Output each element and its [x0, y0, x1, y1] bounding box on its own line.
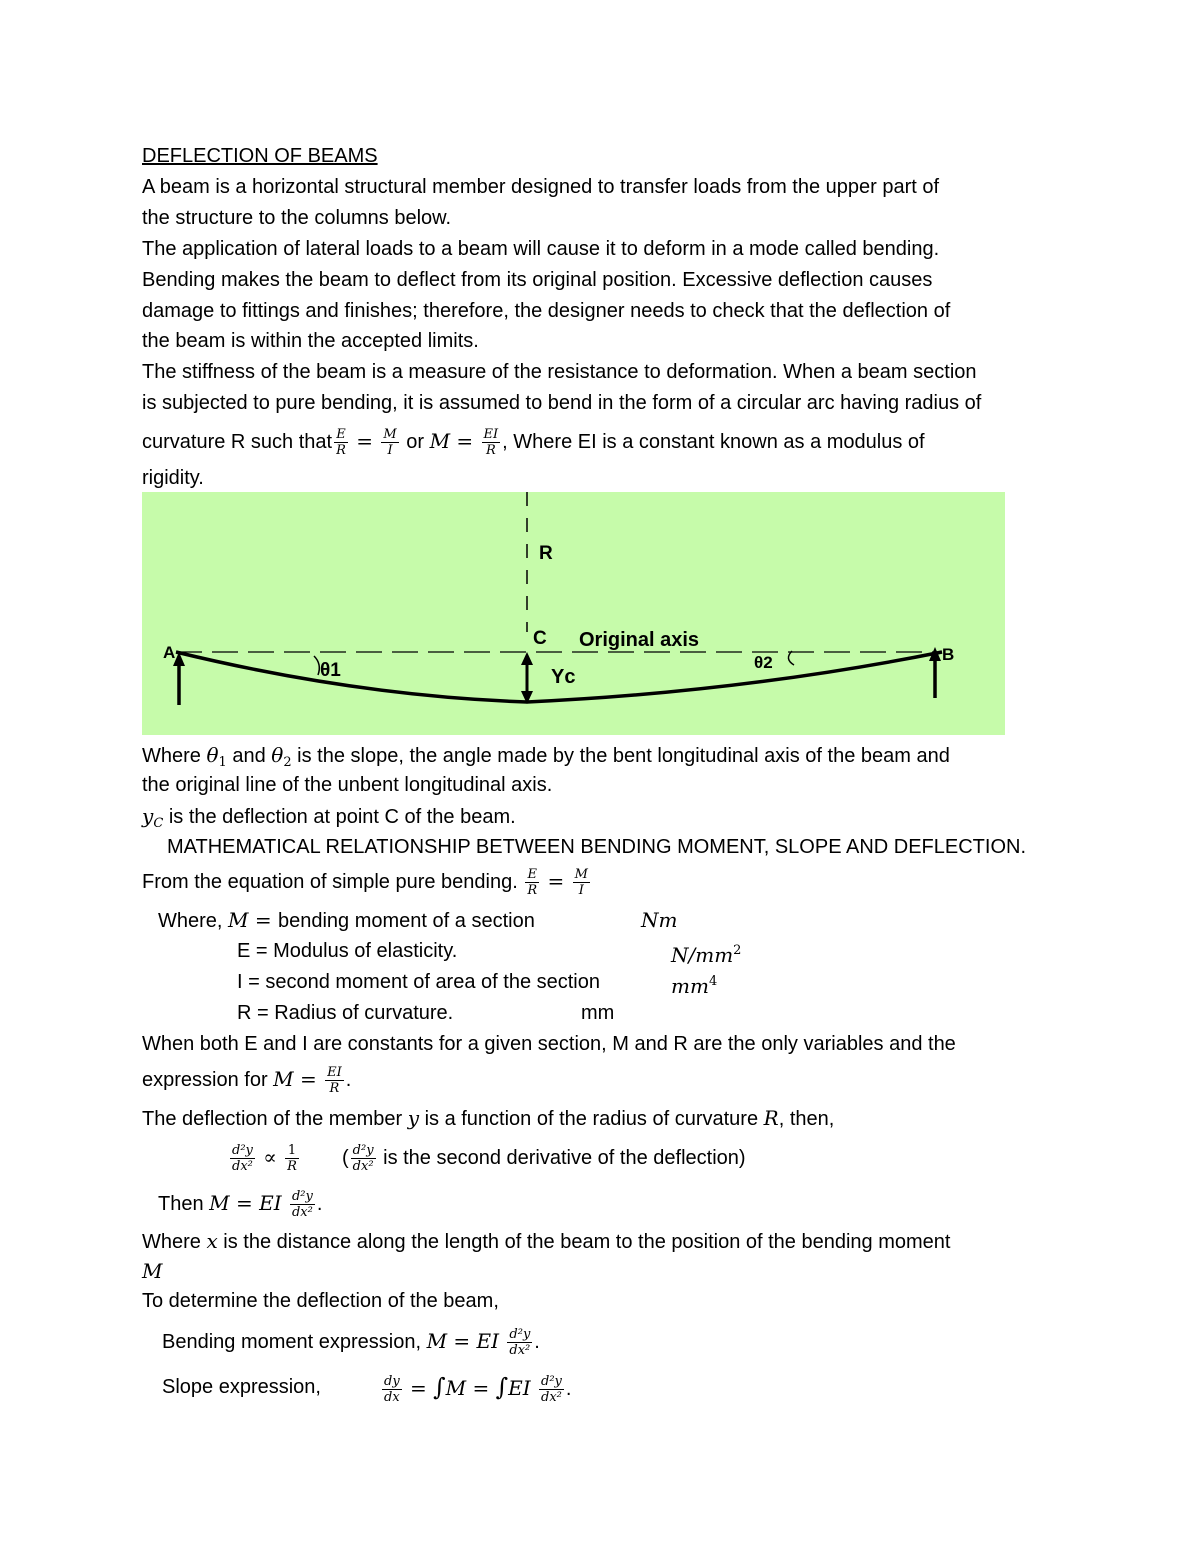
fraction-m-over-i: $\frac{M}{I}$: [383, 427, 397, 458]
where-x-line: Where x is the distance along the length of the beam to the position of the bending moment: [142, 1229, 951, 1253]
section-heading: MATHEMATICAL RELATIONSHIP BETWEEN BENDING MOMENT, SLOPE AND DEFLECTION.: [167, 836, 1027, 858]
label-theta2: θ2: [754, 653, 773, 672]
slope-explain-line-1: Where $\theta_1$ and $\theta_2$ is the slope, the angle made by the bent longitudinal axis of the beam and: [142, 743, 950, 770]
intro-line-rigidity: rigidity.: [142, 467, 204, 489]
intro-line-7: The stiffness of the beam is a measure of the resistance to deformation. When a beam section: [142, 361, 977, 383]
deflection-explain-line: $y_C$ is the deflection at point C of the beam.: [142, 804, 516, 831]
fraction-e-over-r-2: $\frac{E}{R}$: [527, 867, 538, 898]
relation-line-3: The deflection of the member y is a function of the radius of curvature R, then,: [142, 1106, 835, 1130]
intro-line-6: the beam is within the accepted limits.: [142, 330, 479, 352]
fraction-ei-over-r-2: $\frac{EI}{R}$: [327, 1065, 342, 1096]
label-r: R: [539, 543, 553, 564]
where-r-line: R = Radius of curvature.: [237, 1002, 454, 1024]
proportional-line: $\frac{\text{d²y}}{\text{dx²}}$ ∝ $\frac{1}{R}$: [232, 1143, 297, 1174]
relation-line-1: When both E and I are constants for a given section, M and R are the only variables and the: [142, 1033, 956, 1055]
simple-bending-line: From the equation of simple pure bending. $\frac{E}{R}$ = $\frac{M}{I}$: [142, 867, 588, 898]
page-title: DEFLECTION OF BEAMS: [142, 145, 378, 167]
label-c: C: [533, 628, 547, 649]
unit-m: Nm: [641, 908, 678, 932]
fraction-one-over-r: $\frac{1}{R}$: [287, 1143, 297, 1174]
fraction-d2y-dx2-2: $\frac{\text{d²y}}{\text{dx²}}$: [352, 1143, 374, 1174]
then-m-line: Then M = EI $\frac{\text{d²y}}{\text{dx²}}$ .: [158, 1189, 323, 1220]
curvature-equation-line: curvature R such that $\frac{E}{R}$ = $\frac{M}{I}$ or M = $\frac{EI}{R}$ , Where EI is a constant known as a modulus of: [142, 427, 925, 458]
where-e-line: E = Modulus of elasticity.: [237, 940, 458, 962]
intro-line-2: the structure to the columns below.: [142, 207, 452, 229]
fraction-e-over-r: $\frac{E}{R}$: [336, 427, 346, 458]
slope-explain-line-2: the original line of the unbent longitudinal axis.: [142, 774, 553, 796]
bending-moment-expression: Bending moment expression, M = EI $\frac{\text{d²y}}{\text{dx²}}$ .: [162, 1327, 540, 1358]
fraction-dy-dx: $\frac{dy}{dx}$: [384, 1374, 400, 1406]
curvature-text: curvature R such that: [142, 430, 333, 453]
beam-deflection-diagram: [142, 492, 1005, 735]
fraction-ei-over-r: $\frac{EI}{R}$: [483, 427, 499, 458]
unit-r: mm: [581, 1002, 615, 1024]
label-theta1: θ1: [320, 660, 341, 681]
fraction-m-over-i-2: $\frac{M}{I}$: [574, 867, 588, 898]
second-derivative-note: ( $\frac{\text{d²y}}{\text{dx²}}$ is the second derivative of the deflection): [342, 1143, 746, 1174]
fraction-d2y-dx2: $\frac{\text{d²y}}{\text{dx²}}$: [232, 1143, 253, 1174]
relation-line-2: expression for M = $\frac{EI}{R}$ .: [142, 1065, 352, 1096]
unit-i: $mm^4$: [671, 974, 718, 998]
intro-line-3: The application of lateral loads to a beam will cause it to deform in a mode called bending.: [142, 238, 940, 260]
label-b: B: [942, 645, 955, 664]
where-m-line: Where, M = bending moment of a section: [158, 908, 535, 932]
label-a: A: [163, 643, 176, 662]
fraction-d2y-dx2-5: $\frac{\text{d²y}}{\text{dx²}}$: [541, 1374, 562, 1406]
fraction-d2y-dx2-3: $\frac{\text{d²y}}{\text{dx²}}$: [291, 1189, 313, 1220]
label-yc: Yc: [551, 666, 576, 688]
where-x-line-2: M: [142, 1259, 163, 1283]
unit-e: $N/mm^2$: [671, 943, 742, 967]
slope-expression-formula: $\frac{dy}{dx}$ = ∫M = ∫EI $\frac{\text{d²y}}{\text{dx²}}$ .: [384, 1373, 572, 1406]
slope-expression-label: Slope expression,: [162, 1376, 321, 1398]
where-i-line: I = second moment of area of the section: [237, 971, 600, 993]
fraction-d2y-dx2-4: $\frac{\text{d²y}}{\text{dx²}}$: [509, 1327, 531, 1358]
intro-line-1: A beam is a horizontal structural member designed to transfer loads from the upper part of: [142, 176, 940, 198]
intro-line-5: damage to fittings and finishes; therefore, the designer needs to check that the deflection of: [142, 300, 951, 322]
label-original-axis: Original axis: [579, 629, 700, 651]
intro-line-8: is subjected to pure bending, it is assumed to bend in the form of a circular arc having radius of: [142, 392, 982, 414]
determine-line: To determine the deflection of the beam,: [142, 1290, 499, 1312]
intro-line-4: Bending makes the beam to deflect from its original position. Excessive deflection causes: [142, 269, 933, 291]
